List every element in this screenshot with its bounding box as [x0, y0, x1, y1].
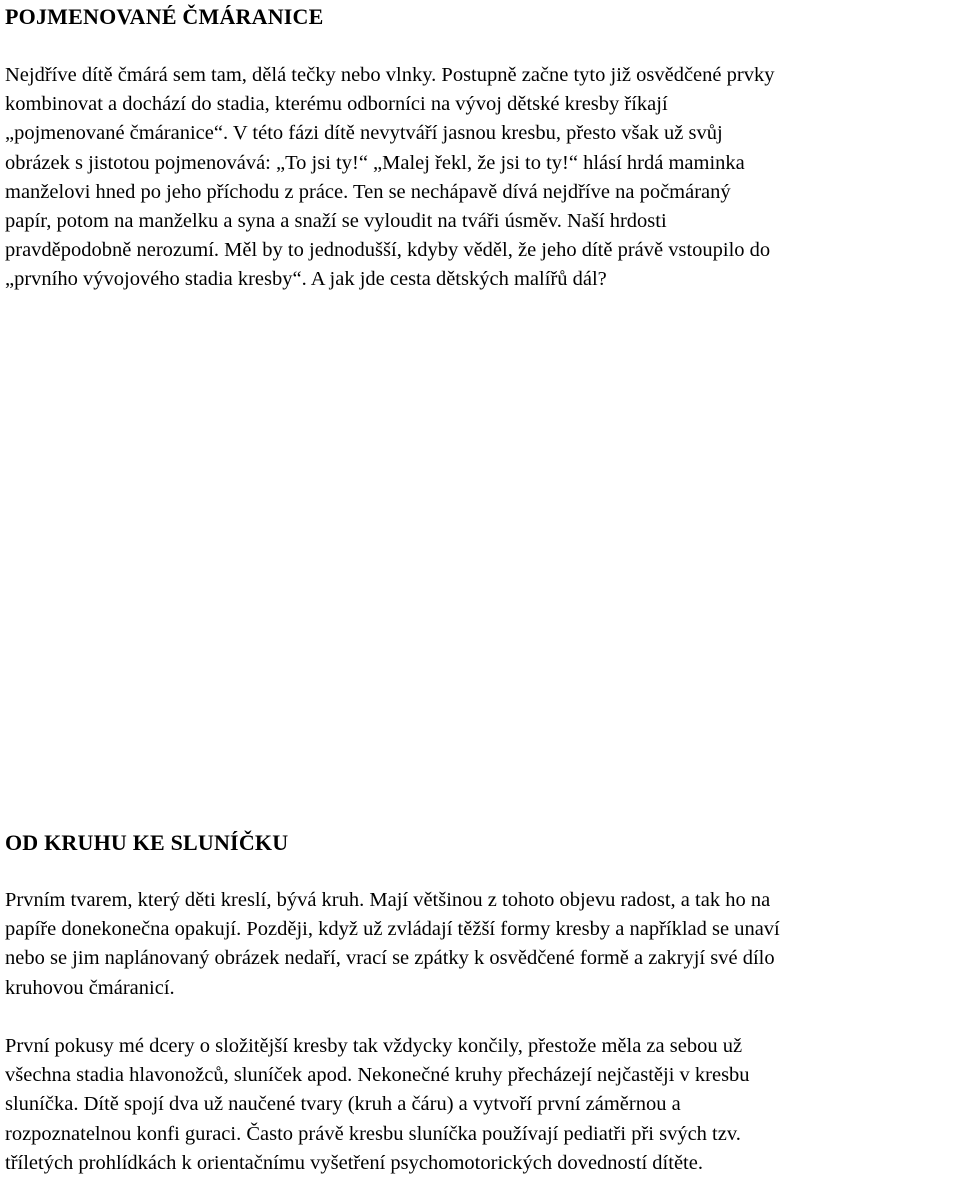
text-line: sluníčka. Dítě spojí dva už naučené tvary (kruh a čáru) a vytvoří první záměrnou a: [5, 1093, 681, 1116]
text-line: tříletých prohlídkách k orientačnímu vyšetření psychomotorických dovedností dítěte.: [5, 1151, 703, 1174]
text-line: papír, potom na manželku a syna a snaží se vyloudit na tváři úsměv. Naší hrdosti: [5, 210, 667, 233]
text-line: Prvním tvarem, který děti kreslí, bývá kruh. Mají většinou z tohoto objevu radost, a tak ho na: [5, 889, 771, 911]
text-line: Nejdříve dítě čmárá sem tam, dělá tečky nebo vlnky. Postupně začne tyto již osvědčené prvky: [5, 64, 775, 86]
text-line: všechna stadia hlavonožců, sluníček apod. Nekonečné kruhy přecházejí nejčastěji v kresbu: [5, 1064, 750, 1087]
section-title-od-kruhu-ke-slunicku: OD KRUHU KE SLUNÍČKU: [5, 830, 289, 855]
text-line: kruhovou čmáranicí.: [5, 976, 175, 999]
text-line: nebo se jim naplánovaný obrázek nedaří, vrací se zpátky k osvědčené formě a zakryjí své dílo: [5, 947, 775, 970]
text-line: „prvního vývojového stadia kresby“. A jak jde cesta dětských malířů dál?: [5, 268, 607, 291]
text-line: manželovi hned po jeho příchodu z práce. Ten se nechápavě dívá nejdříve na počmáraný: [5, 180, 731, 203]
section-title-pojmenovane-cmaranice: POJMENOVANÉ ČMÁRANICE: [5, 4, 324, 29]
paragraph-pojmenovane-cmaranice: [5, 61, 955, 295]
paragraph-slunicko: [5, 1032, 955, 1178]
text-line: kombinovat a dochází do stadia, kterému odborníci na vývoj dětské kresby říkají: [5, 93, 668, 116]
text-line: obrázek s jistotou pojmenovává: „To jsi ty!“ „Malej řekl, že jsi to ty!“ hlásí hrdá maminka: [5, 151, 745, 174]
text-line: papíře donekonečna opakují. Později, když už zvládají těžší formy kresby a například se unaví: [5, 918, 780, 941]
text-line: pravděpodobně nerozumí. Měl by to jednodušší, kdyby věděl, že jeho dítě právě vstoupilo do: [5, 239, 771, 262]
text-line: „pojmenované čmáranice“. V této fázi dítě nevytváří jasnou kresbu, přesto však už svůj: [5, 122, 723, 145]
text-line: První pokusy mé dcery o složitější kresby tak vždycky končily, přestože měla za sebou už: [5, 1035, 743, 1057]
text-line: rozpoznatelnou konfi guraci. Často právě kresbu sluníčka používají pediatři při svých tzv.: [5, 1122, 741, 1145]
paragraph-kruh: [5, 886, 955, 1003]
